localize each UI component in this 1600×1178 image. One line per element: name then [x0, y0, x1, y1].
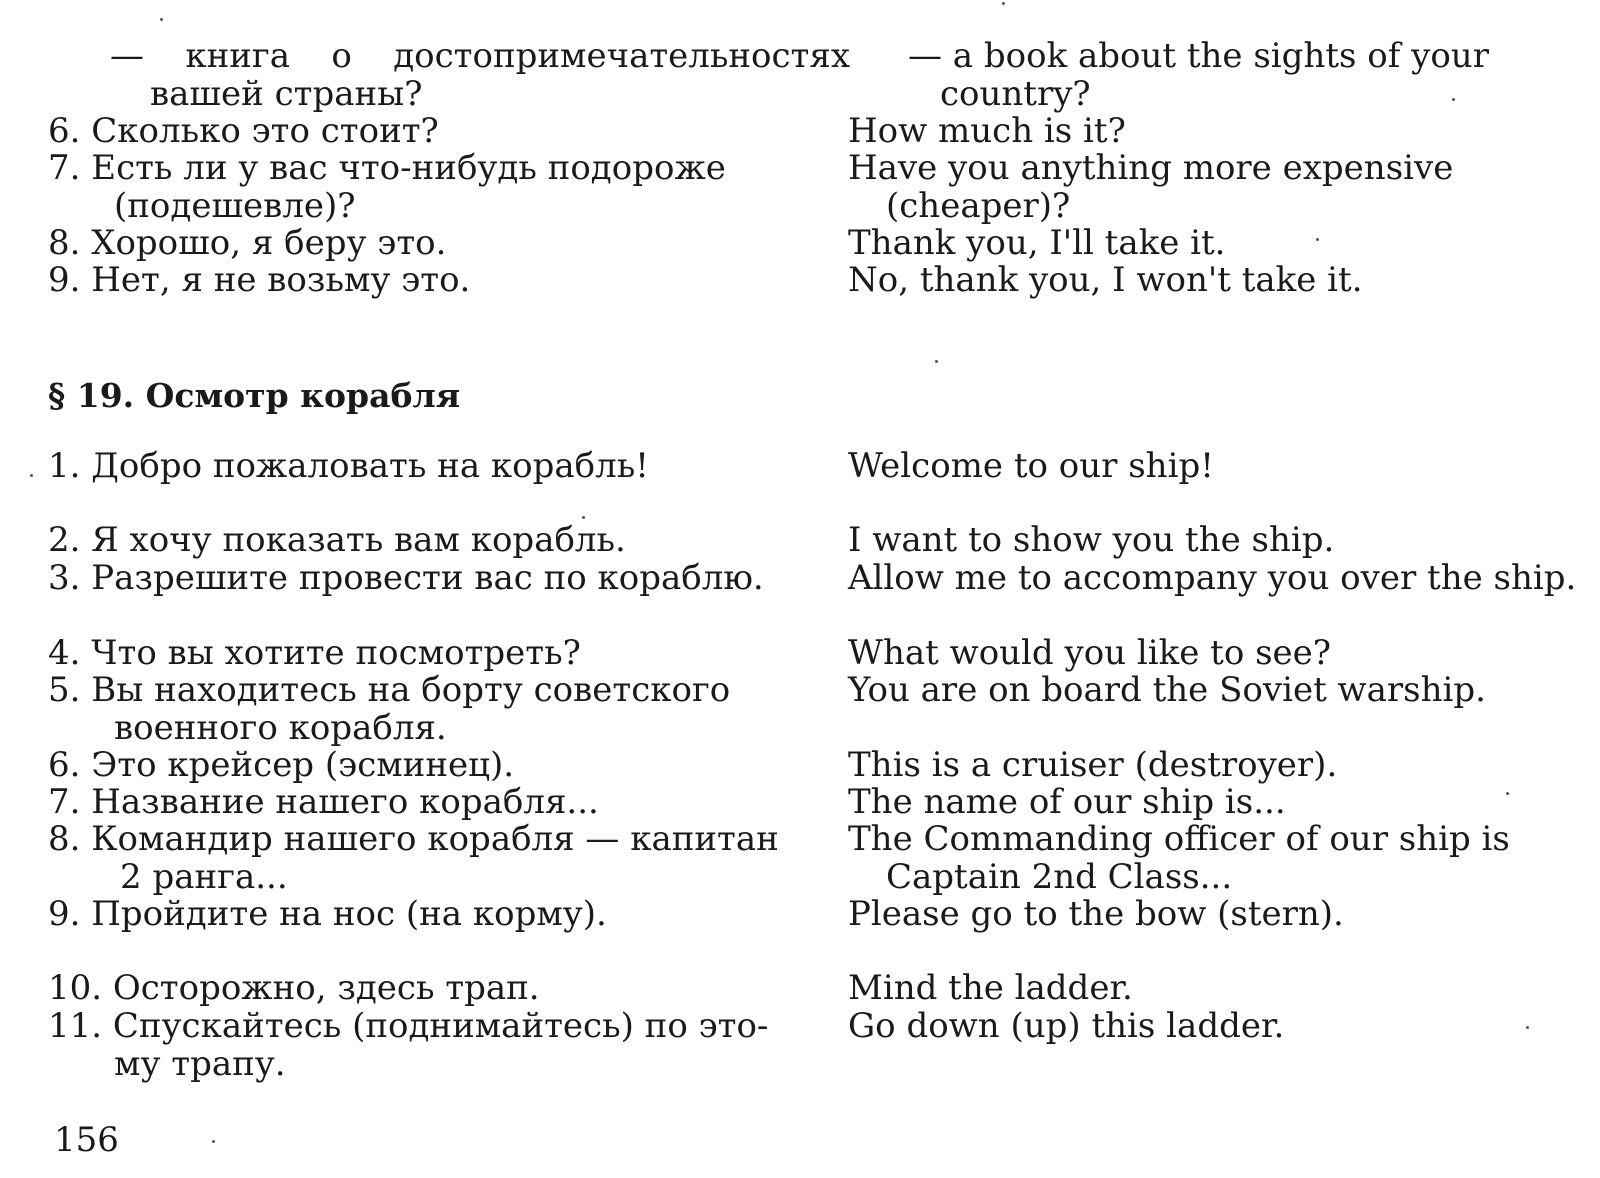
- phrase-line: военного корабля.: [114, 707, 447, 748]
- phrase-line: Thank you, I'll take it.: [848, 223, 1226, 263]
- phrase-ru-s19-4: [48, 635, 788, 673]
- phrase-ru-6: [48, 113, 788, 151]
- phrase-en-s19-11: [848, 1008, 1578, 1046]
- scan-speck: [1526, 1026, 1529, 1029]
- phrase-line: вашей страны?: [150, 73, 423, 114]
- phrase-line: The Commanding officer of our ship is: [848, 819, 1510, 859]
- section-heading: § 19. Осмотр корабля: [48, 376, 461, 415]
- phrase-line: [110, 38, 850, 76]
- phrase-ru-s19-3: [48, 560, 788, 598]
- phrase-line: 3. Разрешите провести вас по кораблю.: [48, 558, 764, 598]
- word: —: [110, 36, 144, 76]
- phrase-en-s19-8: [848, 821, 1578, 896]
- phrase-line: 4. Что вы хотите посмотреть?: [48, 633, 581, 673]
- phrase-en-s19-4: [848, 635, 1578, 673]
- phrase-line: Go down (up) this ladder.: [848, 1006, 1285, 1046]
- phrase-line: Allow me to accompany you over the ship.: [848, 558, 1577, 598]
- phrase-line: 7. Название нашего корабля...: [48, 782, 599, 822]
- phrase-line: 5. Вы находитесь на борту советского: [48, 670, 731, 710]
- phrase-en-s19-1: [848, 448, 1578, 486]
- phrase-line: (подешевле)?: [114, 185, 356, 226]
- phrase-line: 8. Хорошо, я беру это.: [48, 223, 447, 263]
- phrase-ru-s19-9: [48, 896, 788, 934]
- phrase-line: country?: [940, 73, 1091, 114]
- phrase-en-sights-book: [848, 38, 1600, 113]
- phrase-en-s19-9: [848, 896, 1578, 934]
- phrase-en-7: [848, 150, 1578, 225]
- phrase-line: 11. Спускайтесь (поднимайтесь) по это-: [48, 1006, 769, 1046]
- phrase-en-s19-5: [848, 672, 1578, 710]
- scan-speck: [160, 18, 163, 21]
- phrase-line: What would you like to see?: [848, 633, 1332, 673]
- word: достопримечательностях: [393, 36, 850, 76]
- phrase-en-8: [848, 225, 1578, 263]
- phrase-ru-8: [48, 225, 788, 263]
- phrase-line: Please go to the bow (stern).: [848, 894, 1344, 934]
- scan-speck: [1506, 792, 1509, 795]
- phrase-line: 6. Сколько это стоит?: [48, 111, 439, 151]
- scan-speck: [1452, 98, 1455, 101]
- scan-speck: [30, 474, 33, 477]
- scan-speck: [1002, 2, 1005, 5]
- scan-speck: [935, 360, 938, 363]
- scan-speck: [1316, 238, 1319, 241]
- phrase-ru-s19-11: [48, 1008, 788, 1083]
- phrase-line: му трапу.: [114, 1043, 286, 1084]
- phrase-line: Mind the ladder.: [848, 968, 1133, 1008]
- word: книга: [185, 36, 291, 76]
- phrase-line: — a book about the sights of your: [908, 36, 1489, 76]
- phrase-line: (cheaper)?: [886, 185, 1071, 226]
- phrase-line: This is a cruiser (destroyer).: [848, 745, 1338, 785]
- phrase-ru-s19-7: [48, 784, 788, 822]
- phrase-ru-s19-6: [48, 747, 788, 785]
- phrase-ru-s19-10: [48, 970, 788, 1008]
- phrase-ru-s19-1: [48, 448, 788, 486]
- phrase-line: 1. Добро пожаловать на корабль!: [48, 446, 649, 486]
- phrase-ru-s19-8: [48, 821, 788, 896]
- phrase-line: 6. Это крейсер (эсминец).: [48, 745, 515, 785]
- phrase-line: The name of our ship is...: [848, 782, 1286, 822]
- phrase-line: 7. Есть ли у вас что-нибудь подороже: [48, 148, 726, 188]
- page-number: 156: [54, 1120, 119, 1160]
- phrase-line: You are on board the Soviet warship.: [848, 670, 1486, 710]
- phrase-line: 2. Я хочу показать вам корабль.: [48, 520, 626, 560]
- phrase-en-6: [848, 113, 1578, 151]
- phrase-line: 9. Нет, я не возьму это.: [48, 260, 471, 300]
- scan-speck: [582, 516, 585, 519]
- phrase-line: I want to show you the ship.: [848, 520, 1335, 560]
- phrase-line: Welcome to our ship!: [848, 446, 1214, 486]
- phrase-ru-s19-2: [48, 522, 788, 560]
- phrase-ru-7: [48, 150, 788, 225]
- phrase-line: No, thank you, I won't take it.: [848, 260, 1363, 300]
- phrase-ru-sights-book: [48, 38, 850, 113]
- phrase-line: 10. Осторожно, здесь трап.: [48, 968, 540, 1008]
- scan-speck: [212, 1140, 215, 1143]
- phrase-ru-s19-5: [48, 672, 788, 747]
- phrase-ru-9: [48, 262, 788, 300]
- phrase-en-s19-2: [848, 522, 1578, 560]
- phrase-en-s19-3: [848, 560, 1578, 598]
- word: о: [331, 36, 352, 76]
- phrase-en-9: [848, 262, 1578, 300]
- phrase-line: 2 ранга...: [120, 856, 288, 897]
- phrase-en-s19-10: [848, 970, 1578, 1008]
- phrase-line: Captain 2nd Class...: [886, 856, 1233, 897]
- phrase-line: How much is it?: [848, 111, 1126, 151]
- phrase-en-s19-6: [848, 747, 1578, 785]
- phrase-en-s19-7: [848, 784, 1578, 822]
- phrase-line: 9. Пройдите на нос (на корму).: [48, 894, 607, 934]
- phrase-line: 8. Командир нашего корабля — капитан: [48, 819, 779, 859]
- phrase-line: Have you anything more expensive: [848, 148, 1454, 188]
